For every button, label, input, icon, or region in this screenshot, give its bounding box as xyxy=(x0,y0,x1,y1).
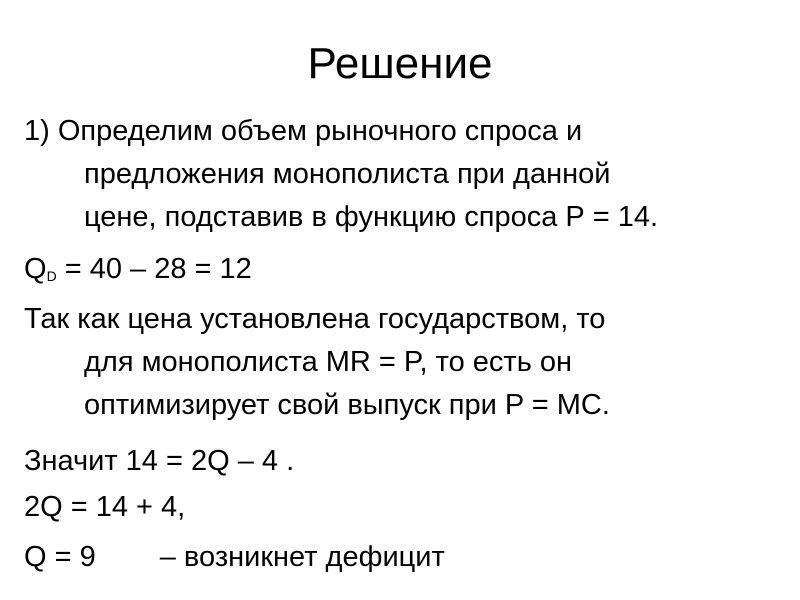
paragraph-explanation xyxy=(24,298,800,427)
conclusion-text: – возникнет дефицит xyxy=(159,541,445,573)
equation-result xyxy=(24,536,784,579)
paragraph-line: цене, подставив в функцию спроса Р = 14. xyxy=(84,201,659,233)
paragraph-line: предложения монополиста при данной xyxy=(84,158,611,190)
equation-mc: Значит 14 = 2Q – 4 . xyxy=(24,445,295,477)
paragraph-step-1 xyxy=(24,110,800,239)
slide-title: Решение xyxy=(307,39,493,88)
equation-variable: Q xyxy=(24,253,47,285)
equation-q-value: Q = 9 xyxy=(24,541,96,573)
paragraph-line: 1) Определим объем рыночного спроса и xyxy=(24,115,583,147)
paragraph-line: Так как цена установлена государством, то xyxy=(24,303,606,335)
equation-subscript: D xyxy=(46,268,57,284)
equation-demand xyxy=(24,248,784,298)
equation-rest: = 40 – 28 = 12 xyxy=(56,253,252,285)
paragraph-line: оптимизирует свой выпуск при P = MC. xyxy=(84,389,610,421)
paragraph-line: для монополиста MR = P, то есть он xyxy=(84,346,573,378)
equation-2q: 2Q = 14 + 4, xyxy=(24,491,186,523)
